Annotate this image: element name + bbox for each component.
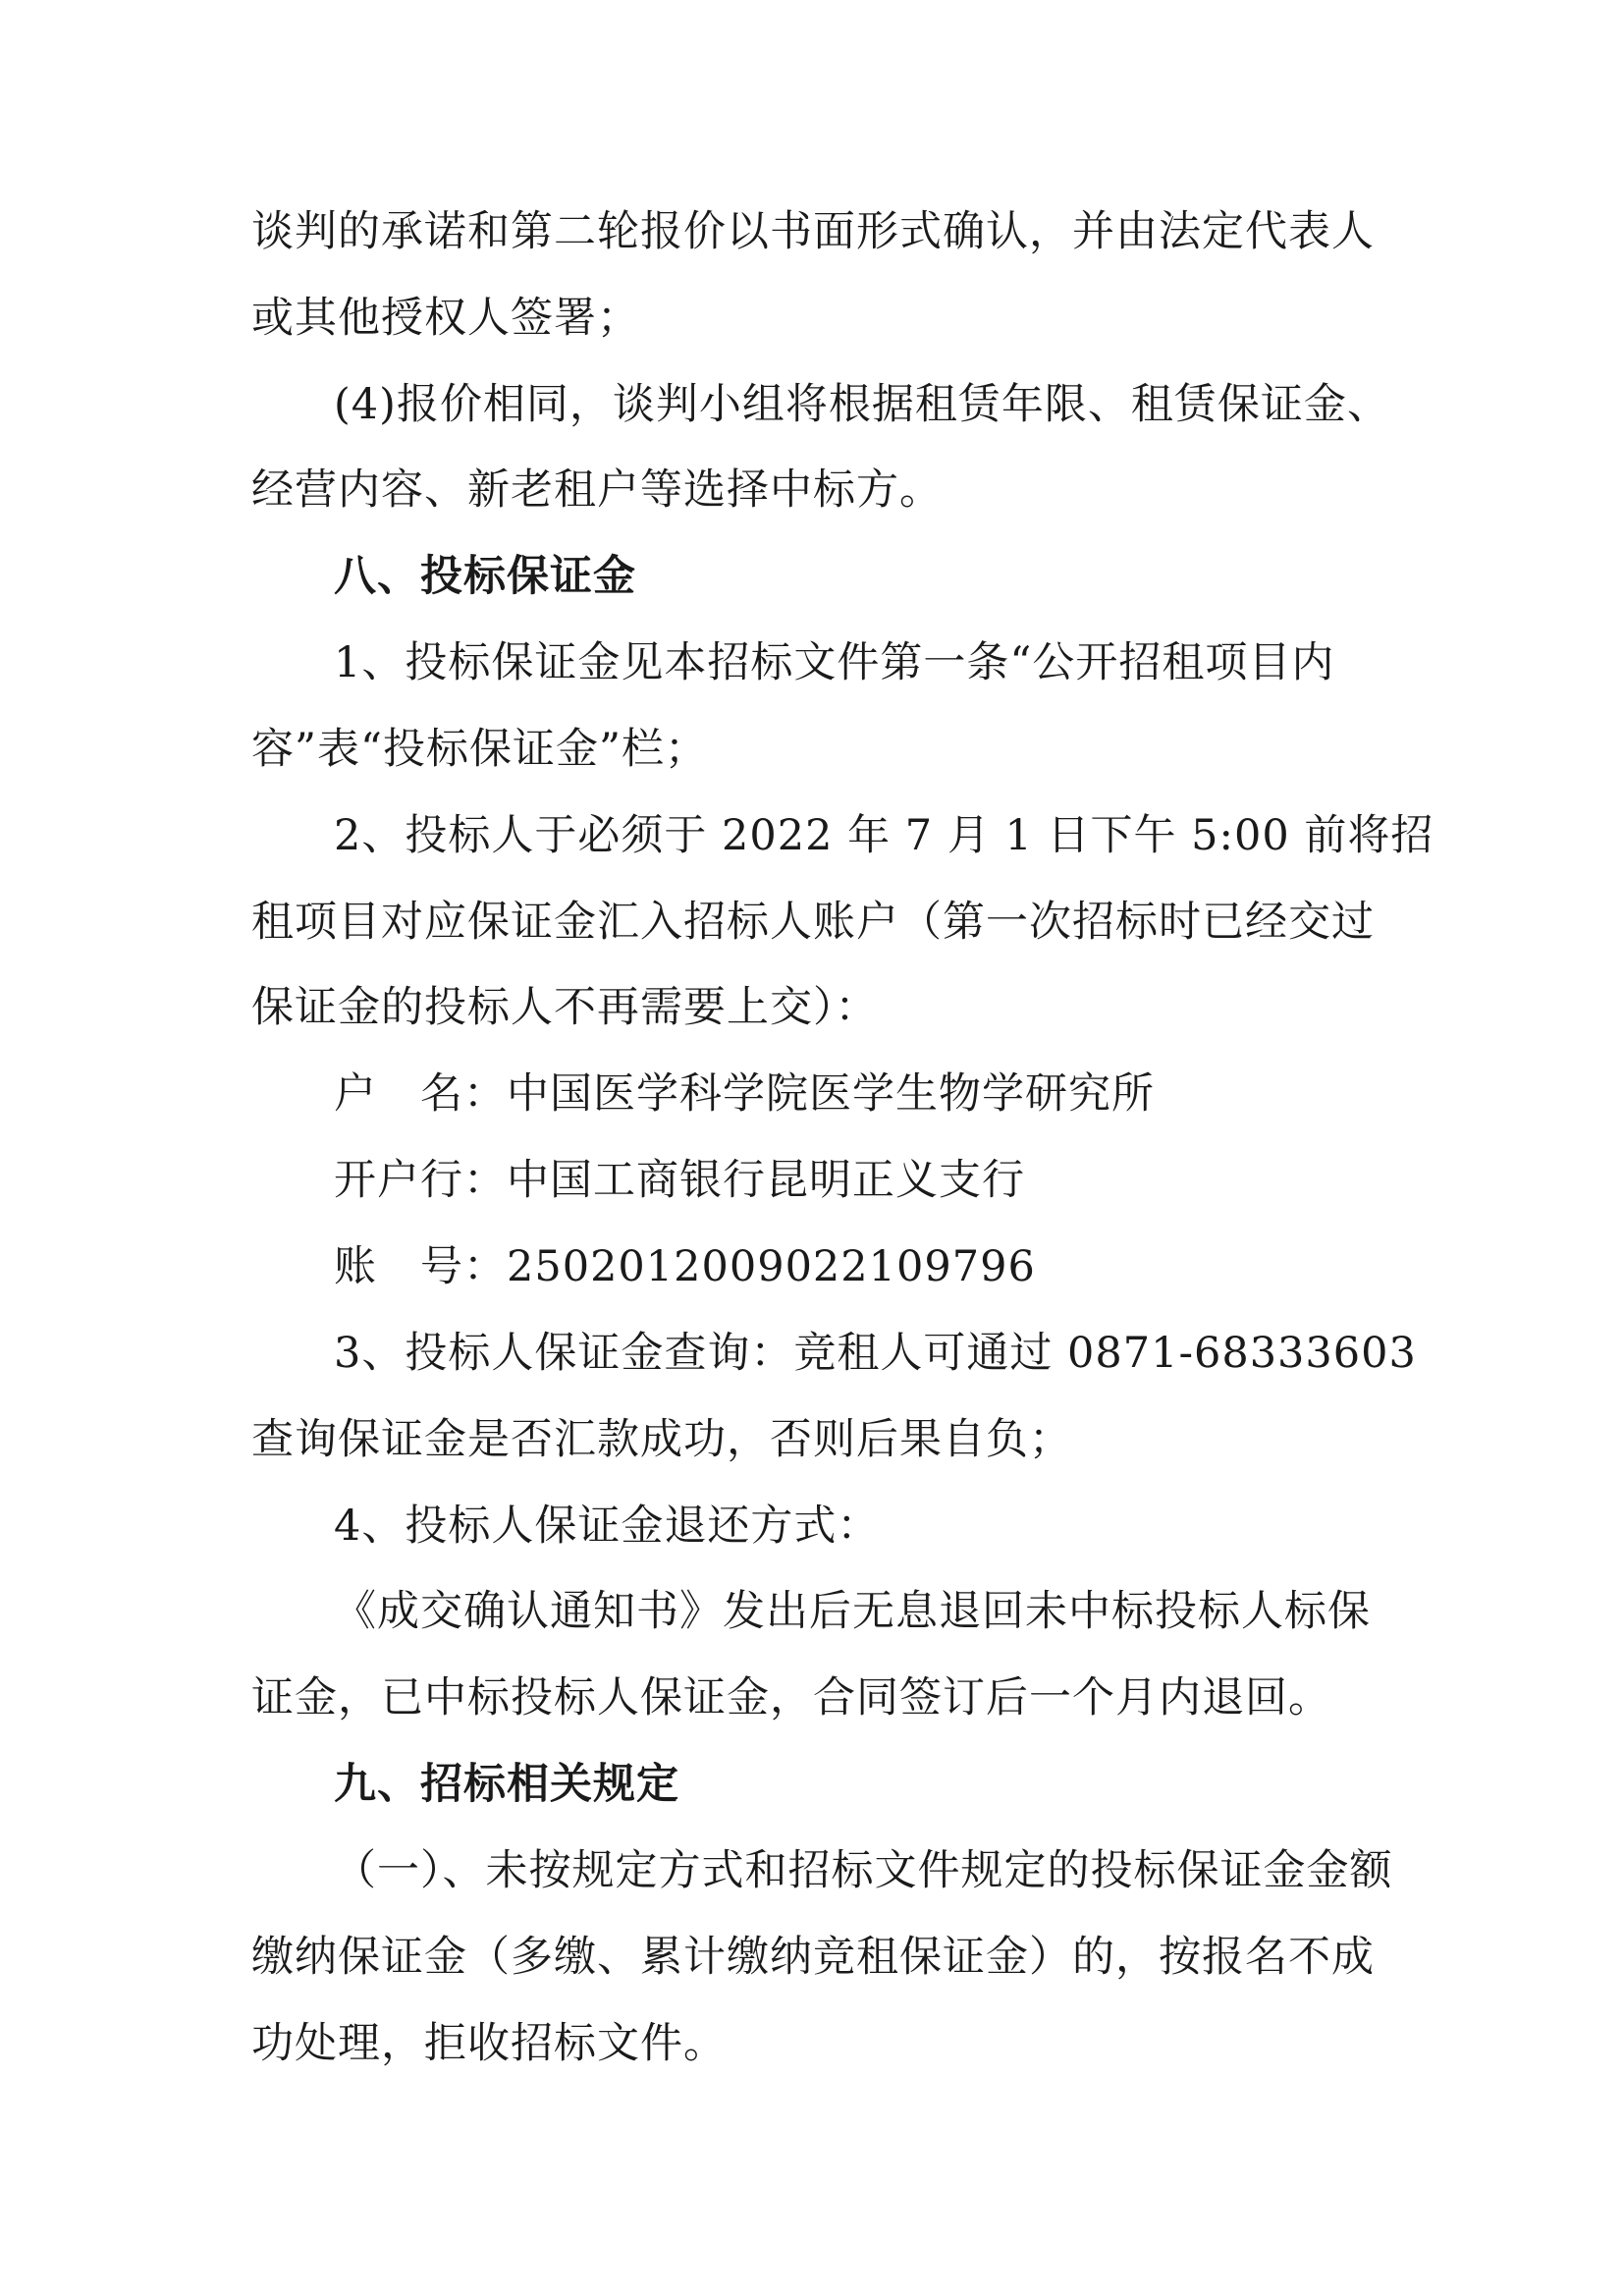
paragraph-line: 租项目对应保证金汇入招标人账户（第一次招标时已经交过 [251, 898, 1375, 947]
paragraph-line: 保证金的投标人不再需要上交）： [251, 983, 879, 1032]
paragraph-line: 3、投标人保证金查询：竞租人可通过 0871-68333603 [334, 1329, 1417, 1378]
account-name-line: 户 名：中国医学科学院医学生物学研究所 [334, 1069, 1155, 1119]
paragraph-line: 功处理，拒收招标文件。 [251, 2019, 727, 2068]
paragraph-line: 2、投标人于必须于 2022 年 7 月 1 日下午 5:00 前将招 [334, 811, 1434, 860]
paragraph-line: 经营内容、新老租户等选择中标方。 [251, 465, 943, 515]
bank-line: 开户行：中国工商银行昆明正义支行 [334, 1156, 1025, 1205]
paragraph-line: 查询保证金是否汇款成功，否则后果自负； [251, 1415, 1072, 1464]
paragraph-line: 缴纳保证金（多缴、累计缴纳竞租保证金）的，按报名不成 [251, 1933, 1375, 1982]
paragraph-line: 《成交确认通知书》发出后无息退回未中标投标人标保 [334, 1587, 1371, 1636]
account-number-line: 账 号：2502012009022109796 [334, 1242, 1036, 1291]
paragraph-line: 4、投标人保证金退还方式： [334, 1502, 881, 1551]
paragraph-line: 容”表“投标保证金”栏； [251, 725, 708, 774]
section-heading: 八、投标保证金 [334, 552, 636, 601]
paragraph-line: (4)报价相同，谈判小组将根据租赁年限、租赁保证金、 [334, 380, 1390, 429]
paragraph-line: 1、投标保证金见本招标文件第一条“公开招租项目内 [334, 638, 1335, 687]
paragraph-line: 证金，已中标投标人保证金，合同签订后一个月内退回。 [251, 1673, 1331, 1722]
paragraph-line: 谈判的承诺和第二轮报价以书面形式确认，并由法定代表人 [251, 207, 1375, 256]
paragraph-line: （一）、未按规定方式和招标文件规定的投标保证金金额 [334, 1846, 1393, 1895]
paragraph-line: 或其他授权人签署； [251, 294, 640, 343]
section-heading: 九、招标相关规定 [334, 1760, 679, 1809]
